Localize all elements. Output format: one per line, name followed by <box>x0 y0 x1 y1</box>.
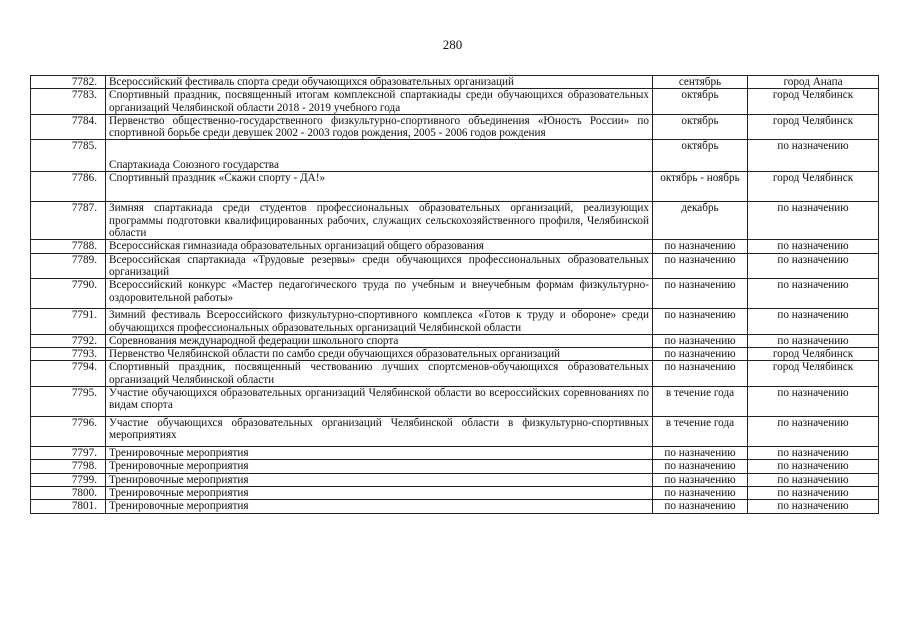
event-place: город Челябинск <box>748 361 879 387</box>
event-title: Зимняя спартакиада среди студентов профессиональных образовательных организаций, реализующих программы подготовки квалифицированных рабочих, служащих сельскохозяйственного профиля, Челябинской области <box>106 202 653 240</box>
row-number: 7797. <box>31 447 106 460</box>
row-number: 7787. <box>31 202 106 240</box>
event-place: по назначению <box>748 447 879 460</box>
event-title: Всероссийский фестиваль спорта среди обучающихся образовательных организаций <box>106 76 653 89</box>
row-number: 7801. <box>31 500 106 513</box>
row-number: 7795. <box>31 387 106 417</box>
table-row <box>31 89 879 115</box>
event-date: в течение года <box>653 387 748 417</box>
event-date: по назначению <box>653 486 748 499</box>
table-row <box>31 240 879 253</box>
event-place: по назначению <box>748 417 879 447</box>
row-number: 7794. <box>31 361 106 387</box>
row-number: 7784. <box>31 114 106 140</box>
table-row <box>31 473 879 486</box>
row-number: 7789. <box>31 253 106 279</box>
event-title: Спортивный праздник, посвященный чествованию лучших спортсменов-обучающихся образовательных организаций Челябинской области <box>106 361 653 387</box>
event-date: октябрь <box>653 140 748 172</box>
event-date: по назначению <box>653 240 748 253</box>
row-number: 7791. <box>31 309 106 335</box>
event-place: город Челябинск <box>748 172 879 202</box>
table-row <box>31 348 879 361</box>
event-date: по назначению <box>653 253 748 279</box>
event-date: по назначению <box>653 309 748 335</box>
event-date: сентябрь <box>653 76 748 89</box>
table-row <box>31 279 879 309</box>
event-place: по назначению <box>748 202 879 240</box>
event-place: по назначению <box>748 334 879 347</box>
row-number: 7793. <box>31 348 106 361</box>
event-date: октябрь <box>653 89 748 115</box>
event-place: город Челябинск <box>748 89 879 115</box>
events-table <box>30 75 879 514</box>
row-number: 7783. <box>31 89 106 115</box>
event-place: город Челябинск <box>748 114 879 140</box>
table-row <box>31 387 879 417</box>
event-title: Тренировочные мероприятия <box>106 486 653 499</box>
row-number: 7782. <box>31 76 106 89</box>
event-place: по назначению <box>748 500 879 513</box>
event-place: по назначению <box>748 140 879 172</box>
event-title: Спартакиада Союзного государства <box>106 140 653 172</box>
event-title: Участие обучающихся образовательных организаций Челябинской области во всероссийских соревнованиях по видам спорта <box>106 387 653 417</box>
event-title: Первенство Челябинской области по самбо среди обучающихся образовательных организаций <box>106 348 653 361</box>
event-title: Всероссийский конкурс «Мастер педагогического труда по учебным и внеучебным формам физкультурно-оздоровительной работы» <box>106 279 653 309</box>
row-number: 7792. <box>31 334 106 347</box>
row-number: 7786. <box>31 172 106 202</box>
table-row <box>31 140 879 172</box>
event-date: по назначению <box>653 447 748 460</box>
event-title: Тренировочные мероприятия <box>106 500 653 513</box>
event-title: Тренировочные мероприятия <box>106 460 653 473</box>
table-row <box>31 486 879 499</box>
table-row <box>31 76 879 89</box>
event-place: по назначению <box>748 473 879 486</box>
event-title: Всероссийская гимназиада образовательных организаций общего образования <box>106 240 653 253</box>
table-row <box>31 361 879 387</box>
event-date: декабрь <box>653 202 748 240</box>
event-date: по назначению <box>653 460 748 473</box>
row-number: 7785. <box>31 140 106 172</box>
table-row <box>31 417 879 447</box>
event-place: по назначению <box>748 309 879 335</box>
row-number: 7790. <box>31 279 106 309</box>
event-place: по назначению <box>748 387 879 417</box>
event-place: по назначению <box>748 279 879 309</box>
event-place: город Челябинск <box>748 348 879 361</box>
table-row <box>31 114 879 140</box>
table-row <box>31 172 879 202</box>
event-date: по назначению <box>653 361 748 387</box>
event-date: по назначению <box>653 473 748 486</box>
event-title: Соревнования международной федерации школьного спорта <box>106 334 653 347</box>
event-title: Зимний фестиваль Всероссийского физкультурно-спортивного комплекса «Готов к труду и обороне» среди обучающихся профессиональных образовательных организаций Челябинской области <box>106 309 653 335</box>
event-date: в течение года <box>653 417 748 447</box>
event-place: по назначению <box>748 240 879 253</box>
event-place: по назначению <box>748 460 879 473</box>
event-date: по назначению <box>653 348 748 361</box>
row-number: 7798. <box>31 460 106 473</box>
table-row <box>31 334 879 347</box>
row-number: 7799. <box>31 473 106 486</box>
table-row <box>31 309 879 335</box>
row-number: 7788. <box>31 240 106 253</box>
event-date: по назначению <box>653 334 748 347</box>
event-date: октябрь - ноябрь <box>653 172 748 202</box>
event-place: город Анапа <box>748 76 879 89</box>
table-row <box>31 253 879 279</box>
event-title: Тренировочные мероприятия <box>106 473 653 486</box>
row-number: 7800. <box>31 486 106 499</box>
event-title: Тренировочные мероприятия <box>106 447 653 460</box>
event-date: по назначению <box>653 279 748 309</box>
table-row <box>31 447 879 460</box>
event-title: Участие обучающихся образовательных организаций Челябинской области в физкультурно-спортивных мероприятиях <box>106 417 653 447</box>
event-title: Спортивный праздник, посвященный итогам комплексной спартакиады среди обучающихся образовательных организаций Челябинской области 2018 - 2019 учебного года <box>106 89 653 115</box>
event-place: по назначению <box>748 486 879 499</box>
table-row <box>31 500 879 513</box>
event-title: Всероссийская спартакиада «Трудовые резервы» среди обучающихся профессиональных образовательных организаций <box>106 253 653 279</box>
table-row <box>31 460 879 473</box>
event-date: октябрь <box>653 114 748 140</box>
event-place: по назначению <box>748 253 879 279</box>
table-row <box>31 202 879 240</box>
row-number: 7796. <box>31 417 106 447</box>
event-title: Первенство общественно-государственного физкультурно-спортивного объединения «Юность России» по спортивной борьбе среди девушек 2002 - 2003 годов рождения, 2005 - 2006 годов рождения <box>106 114 653 140</box>
event-title: Спортивный праздник «Скажи спорту - ДА!» <box>106 172 653 202</box>
event-date: по назначению <box>653 500 748 513</box>
page-number: 280 <box>442 37 463 52</box>
